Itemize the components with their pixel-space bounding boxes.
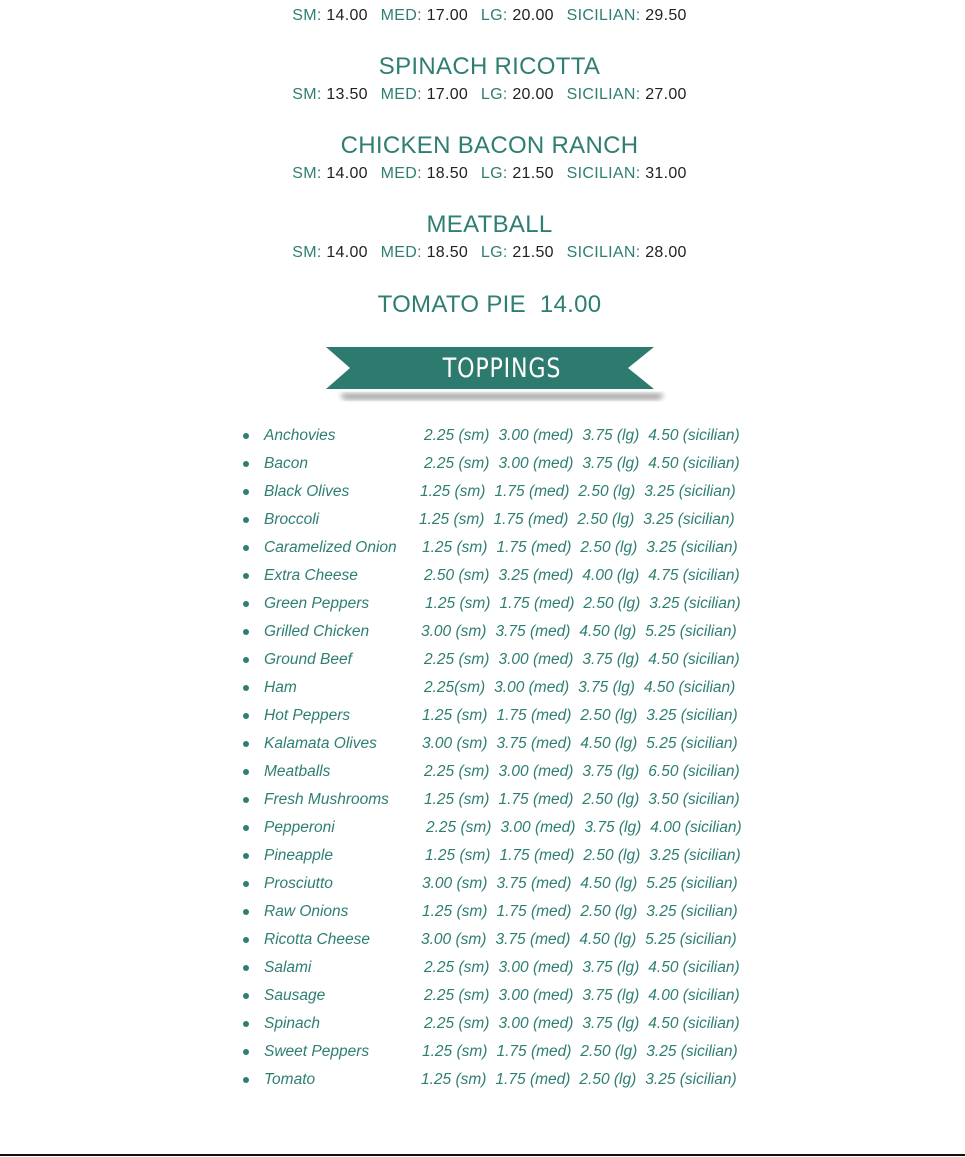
lg-price: 20.00: [512, 7, 554, 24]
topping-price-med: 3.00 (med): [494, 679, 570, 696]
topping-row: [0, 1067, 965, 1095]
topping-price-med: 1.75 (med): [496, 707, 572, 724]
topping-prices: [424, 567, 740, 585]
med-price: 17.00: [426, 86, 469, 103]
bullet-icon: [243, 713, 249, 719]
lg-price: 20.00: [512, 86, 554, 103]
topping-price-sm: 1.25 (sm): [422, 903, 488, 920]
topping-price-med: 3.00 (med): [498, 763, 574, 780]
topping-price-sm: 1.25 (sm): [425, 595, 491, 612]
topping-price-sic: 6.50 (sicilian): [648, 763, 740, 780]
lg-price: 21.50: [512, 244, 554, 261]
topping-price-sic: 3.25 (sicilian): [649, 847, 741, 864]
topping-name: Ham: [264, 679, 297, 696]
topping-price-sic: 5.25 (sicilian): [645, 623, 737, 640]
topping-price-med: 3.25 (med): [498, 567, 574, 584]
topping-name: Anchovies: [264, 427, 336, 444]
sicilian-label: SICILIAN:: [566, 7, 641, 24]
topping-row: [0, 815, 965, 843]
topping-prices: [424, 651, 740, 669]
topping-price-sic: 4.50 (sicilian): [648, 651, 740, 668]
topping-price-med: 1.75 (med): [499, 595, 575, 612]
topping-row: [0, 871, 965, 899]
med-price: 17.00: [426, 7, 469, 24]
toppings-banner: [326, 346, 666, 404]
topping-price-med: 3.00 (med): [498, 455, 574, 472]
topping-price-med: 3.00 (med): [498, 987, 574, 1004]
topping-row: [0, 1039, 965, 1067]
topping-prices: [424, 1015, 740, 1033]
tomato-pie-name: TOMATO PIE: [377, 291, 526, 318]
topping-prices: [420, 483, 736, 501]
topping-price-sic: 4.50 (sicilian): [648, 959, 740, 976]
sicilian-price: 28.00: [645, 244, 687, 261]
bullet-icon: [243, 853, 249, 859]
bullet-icon: [243, 657, 249, 663]
topping-prices: [426, 819, 742, 837]
topping-prices: [424, 427, 740, 445]
topping-row: [0, 703, 965, 731]
topping-row: [0, 899, 965, 927]
topping-price-sic: 3.25 (sicilian): [646, 707, 738, 724]
topping-price-med: 3.00 (med): [498, 1015, 574, 1032]
topping-row: [0, 507, 965, 535]
bullet-icon: [243, 909, 249, 915]
topping-row: [0, 983, 965, 1011]
topping-price-sic: 5.25 (sicilian): [646, 735, 738, 752]
sicilian-price: 31.00: [645, 165, 687, 182]
topping-price-lg: 2.50 (lg): [580, 1043, 638, 1060]
bullet-icon: [243, 741, 249, 747]
pizza-prices-2: [0, 165, 965, 183]
topping-prices: [424, 679, 735, 697]
tomato-pie-price: 14.00: [539, 291, 602, 318]
sicilian-label: SICILIAN:: [566, 165, 641, 182]
topping-row: [0, 731, 965, 759]
topping-prices: [424, 959, 740, 977]
lg-label: LG:: [480, 165, 508, 182]
topping-price-sm: 2.25 (sm): [424, 651, 490, 668]
pizza-prices-3: [0, 244, 965, 262]
bullet-icon: [243, 545, 249, 551]
bullet-icon: [243, 965, 249, 971]
topping-price-lg: 4.50 (lg): [579, 931, 637, 948]
sm-label: SM:: [292, 86, 322, 103]
topping-price-sm: 2.25 (sm): [426, 819, 492, 836]
topping-price-lg: 4.50 (lg): [579, 623, 637, 640]
topping-price-sm: 2.25 (sm): [424, 427, 490, 444]
bullet-icon: [243, 573, 249, 579]
topping-price-sic: 3.50 (sicilian): [648, 791, 740, 808]
topping-row: [0, 647, 965, 675]
lg-price: 21.50: [512, 165, 554, 182]
topping-price-lg: 2.50 (lg): [577, 511, 635, 528]
topping-prices: [422, 735, 738, 753]
topping-price-lg: 3.75 (lg): [582, 1015, 640, 1032]
topping-price-lg: 4.50 (lg): [580, 735, 638, 752]
topping-prices: [422, 707, 738, 725]
topping-price-sic: 3.25 (sicilian): [644, 483, 736, 500]
topping-name: Caramelized Onion: [264, 539, 397, 556]
pizza-title-spinach-ricotta: SPINACH RICOTTA: [378, 53, 601, 80]
sicilian-label: SICILIAN:: [566, 86, 641, 103]
bullet-icon: [243, 797, 249, 803]
topping-price-sm: 2.50 (sm): [424, 567, 490, 584]
topping-price-med: 1.75 (med): [496, 1043, 572, 1060]
topping-price-sic: 4.50 (sicilian): [648, 455, 740, 472]
topping-price-sm: 2.25(sm): [424, 679, 486, 696]
bullet-icon: [243, 937, 249, 943]
topping-price-lg: 2.50 (lg): [583, 595, 641, 612]
topping-price-sm: 3.00 (sm): [421, 931, 487, 948]
topping-price-sm: 3.00 (sm): [422, 735, 488, 752]
topping-name: Fresh Mushrooms: [264, 791, 389, 808]
topping-price-sic: 4.50 (sicilian): [643, 679, 736, 696]
topping-name: Raw Onions: [264, 903, 349, 920]
topping-name: Pepperoni: [264, 819, 335, 836]
topping-row: [0, 423, 965, 451]
topping-name: Green Peppers: [264, 595, 370, 612]
topping-row: [0, 451, 965, 479]
med-price: 18.50: [426, 244, 469, 261]
topping-prices: [421, 1071, 737, 1089]
topping-name: Pineapple: [264, 847, 333, 864]
topping-price-sm: 1.25 (sm): [424, 791, 490, 808]
topping-prices: [424, 455, 740, 473]
topping-name: Meatballs: [264, 763, 331, 780]
topping-prices: [425, 847, 741, 865]
topping-name: Bacon: [264, 455, 308, 472]
topping-price-lg: 3.75 (lg): [582, 651, 640, 668]
topping-price-sm: 1.25 (sm): [422, 707, 488, 724]
topping-price-sic: 3.25 (sicilian): [643, 511, 735, 528]
topping-price-lg: 3.75 (lg): [578, 679, 635, 696]
topping-price-sic: 3.25 (sicilian): [649, 595, 741, 612]
pizza-title-meatball: MEATBALL: [426, 211, 553, 238]
topping-row: [0, 787, 965, 815]
topping-name: Broccoli: [264, 511, 320, 528]
topping-price-sm: 2.25 (sm): [424, 1015, 490, 1032]
bullet-icon: [243, 685, 249, 691]
topping-prices: [422, 903, 738, 921]
topping-price-med: 1.75 (med): [496, 903, 572, 920]
pizza-prices-1: [0, 86, 965, 104]
topping-price-sic: 4.50 (sicilian): [648, 427, 740, 444]
topping-price-lg: 2.50 (lg): [578, 483, 636, 500]
topping-price-sm: 1.25 (sm): [422, 539, 488, 556]
lg-label: LG:: [480, 86, 508, 103]
med-label: MED:: [380, 244, 422, 261]
pizza-prices-0: [0, 7, 965, 25]
topping-price-sm: 1.25 (sm): [421, 1071, 487, 1088]
topping-price-sm: 1.25 (sm): [425, 847, 491, 864]
sicilian-label: SICILIAN:: [566, 244, 641, 261]
topping-price-sm: 1.25 (sm): [420, 483, 486, 500]
med-label: MED:: [380, 165, 422, 182]
topping-price-sic: 4.75 (sicilian): [648, 567, 740, 584]
topping-price-med: 1.75 (med): [493, 511, 569, 528]
topping-row: [0, 675, 965, 703]
topping-name: Salami: [264, 959, 312, 976]
topping-price-med: 3.75 (med): [496, 875, 572, 892]
sm-label: SM:: [292, 165, 322, 182]
bullet-icon: [243, 517, 249, 523]
topping-price-sm: 2.25 (sm): [424, 987, 490, 1004]
bullet-icon: [243, 461, 249, 467]
topping-price-sm: 1.25 (sm): [422, 1043, 488, 1060]
topping-price-med: 3.75 (med): [495, 623, 571, 640]
topping-price-med: 3.00 (med): [498, 959, 574, 976]
topping-price-lg: 4.50 (lg): [580, 875, 638, 892]
bullet-icon: [243, 601, 249, 607]
topping-prices: [424, 987, 740, 1005]
topping-name: Kalamata Olives: [264, 735, 377, 752]
topping-price-sm: 1.25 (sm): [419, 511, 485, 528]
bullet-icon: [243, 993, 249, 999]
topping-name: Spinach: [264, 1015, 321, 1032]
topping-name: Grilled Chicken: [264, 623, 370, 640]
topping-price-med: 1.75 (med): [494, 483, 570, 500]
topping-prices: [422, 539, 738, 557]
topping-price-sic: 3.25 (sicilian): [646, 539, 738, 556]
bullet-icon: [243, 1049, 249, 1055]
topping-name: Sweet Peppers: [264, 1043, 370, 1060]
topping-price-sic: 3.25 (sicilian): [646, 1043, 738, 1060]
tomato-pie: [0, 291, 965, 319]
sm-price: 14.00: [326, 244, 368, 261]
topping-price-lg: 4.00 (lg): [582, 567, 640, 584]
topping-name: Sausage: [264, 987, 326, 1004]
topping-price-med: 1.75 (med): [499, 847, 575, 864]
topping-price-sic: 5.25 (sicilian): [645, 931, 737, 948]
topping-price-sic: 4.50 (sicilian): [648, 1015, 740, 1032]
topping-prices: [421, 623, 737, 641]
topping-price-med: 1.75 (med): [495, 1071, 571, 1088]
topping-price-med: 1.75 (med): [498, 791, 574, 808]
topping-row: [0, 1011, 965, 1039]
topping-row: [0, 759, 965, 787]
bullet-icon: [243, 1021, 249, 1027]
topping-price-lg: 3.75 (lg): [582, 987, 640, 1004]
topping-row: [0, 843, 965, 871]
topping-price-sic: 4.00 (sicilian): [648, 987, 740, 1004]
topping-price-sm: 2.25 (sm): [424, 959, 490, 976]
topping-prices: [424, 791, 740, 809]
topping-price-sm: 2.25 (sm): [424, 455, 490, 472]
topping-price-lg: 3.75 (lg): [582, 427, 640, 444]
topping-price-med: 3.75 (med): [495, 931, 571, 948]
bullet-icon: [243, 881, 249, 887]
topping-row: [0, 479, 965, 507]
topping-row: [0, 927, 965, 955]
topping-prices: [424, 763, 740, 781]
bullet-icon: [243, 433, 249, 439]
topping-price-lg: 2.50 (lg): [583, 847, 641, 864]
topping-price-sic: 3.25 (sicilian): [645, 1071, 737, 1088]
pizza-title-chicken-bacon-ranch: CHICKEN BACON RANCH: [340, 132, 639, 159]
topping-price-lg: 3.75 (lg): [582, 763, 640, 780]
topping-price-lg: 2.50 (lg): [580, 903, 638, 920]
topping-prices: [419, 511, 735, 529]
med-label: MED:: [380, 7, 422, 24]
topping-price-lg: 2.50 (lg): [582, 791, 640, 808]
topping-price-med: 1.75 (med): [496, 539, 572, 556]
sm-label: SM:: [292, 7, 322, 24]
topping-prices: [421, 931, 737, 949]
topping-row: [0, 535, 965, 563]
topping-prices: [422, 875, 738, 893]
topping-prices: [422, 1043, 738, 1061]
topping-name: Black Olives: [264, 483, 350, 500]
topping-price-sm: 2.25 (sm): [424, 763, 490, 780]
topping-price-sic: 4.00 (sicilian): [650, 819, 742, 836]
sm-price: 14.00: [326, 165, 368, 182]
topping-name: Ground Beef: [264, 651, 352, 668]
bullet-icon: [243, 1077, 249, 1083]
topping-price-sm: 3.00 (sm): [421, 623, 487, 640]
sicilian-price: 29.50: [645, 7, 687, 24]
topping-name: Ricotta Cheese: [264, 931, 370, 948]
topping-name: Extra Cheese: [264, 567, 358, 584]
sm-price: 14.00: [326, 7, 368, 24]
topping-price-lg: 2.50 (lg): [580, 707, 638, 724]
topping-price-lg: 3.75 (lg): [582, 959, 640, 976]
topping-price-lg: 3.75 (lg): [584, 819, 642, 836]
topping-name: Prosciutto: [264, 875, 333, 892]
med-price: 18.50: [426, 165, 469, 182]
topping-price-sic: 5.25 (sicilian): [646, 875, 738, 892]
topping-price-med: 3.00 (med): [498, 651, 574, 668]
bullet-icon: [243, 825, 249, 831]
lg-label: LG:: [480, 7, 508, 24]
sicilian-price: 27.00: [645, 86, 687, 103]
lg-label: LG:: [480, 244, 508, 261]
topping-row: [0, 955, 965, 983]
sm-label: SM:: [292, 244, 322, 261]
topping-price-lg: 3.75 (lg): [582, 455, 640, 472]
topping-price-lg: 2.50 (lg): [580, 539, 638, 556]
med-label: MED:: [380, 86, 422, 103]
topping-price-med: 3.75 (med): [496, 735, 572, 752]
topping-row: [0, 619, 965, 647]
toppings-title: TOPPINGS: [442, 353, 562, 384]
topping-row: [0, 563, 965, 591]
topping-price-med: 3.00 (med): [500, 819, 576, 836]
topping-price-lg: 2.50 (lg): [579, 1071, 637, 1088]
bullet-icon: [243, 629, 249, 635]
footer-divider: [0, 1154, 965, 1156]
topping-price-sm: 3.00 (sm): [422, 875, 488, 892]
bullet-icon: [243, 769, 249, 775]
topping-price-sic: 3.25 (sicilian): [646, 903, 738, 920]
bullet-icon: [243, 489, 249, 495]
topping-name: Tomato: [264, 1071, 316, 1088]
sm-price: 13.50: [326, 86, 368, 103]
topping-prices: [425, 595, 741, 613]
topping-row: [0, 591, 965, 619]
topping-price-med: 3.00 (med): [498, 427, 574, 444]
topping-name: Hot Peppers: [264, 707, 351, 724]
